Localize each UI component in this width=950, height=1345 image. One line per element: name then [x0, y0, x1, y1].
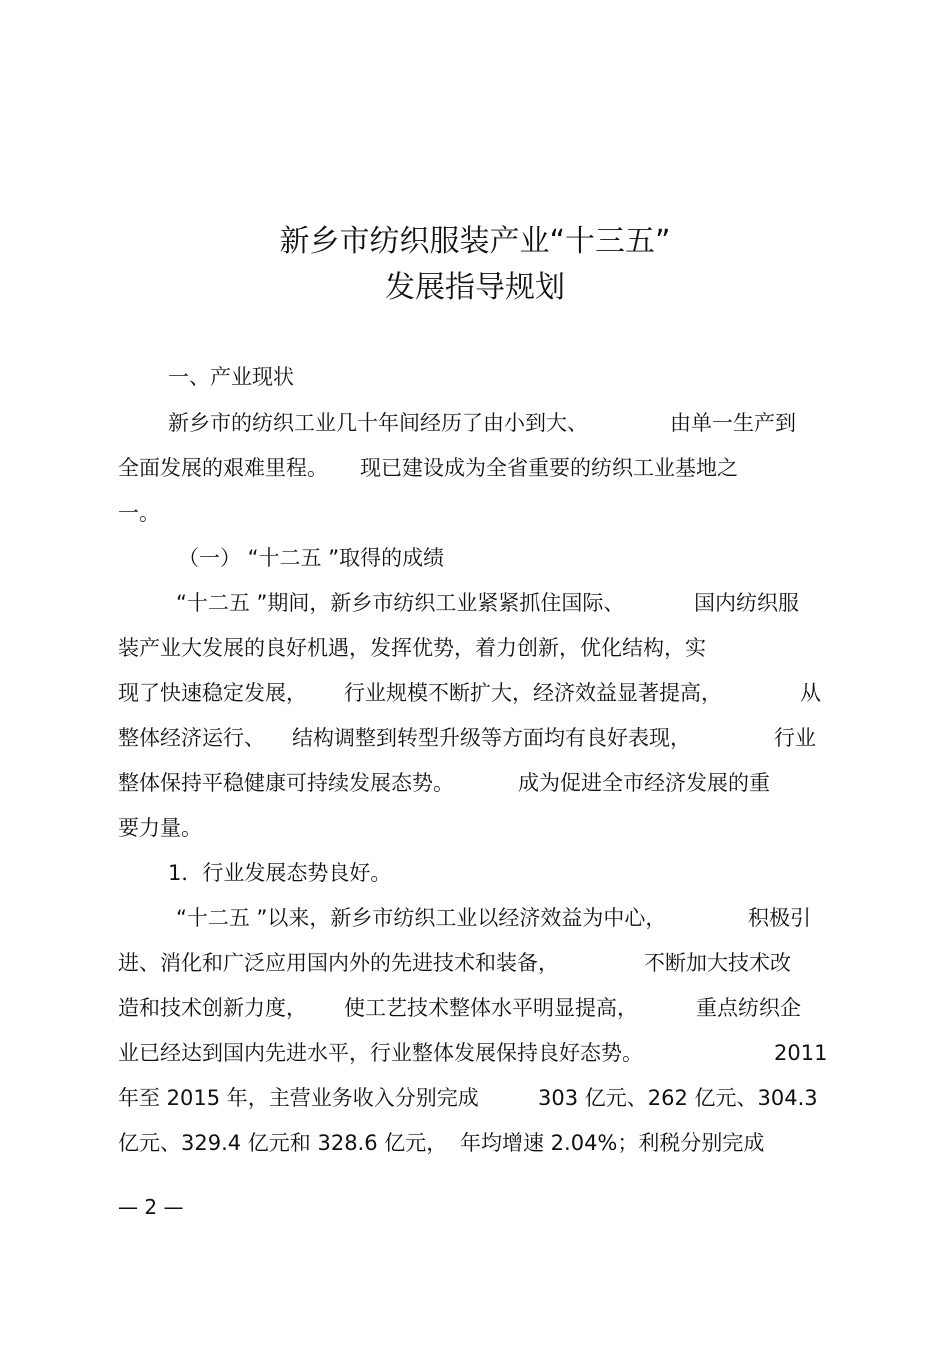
- text-segment: 重点纺织企: [696, 996, 801, 1020]
- text-segment: 303 亿元、262 亿元、304.3: [538, 1086, 818, 1110]
- text-segment: 要力量。: [118, 816, 202, 840]
- text-segment: 结构调整到转型升级等方面均有良好表现，: [292, 726, 691, 750]
- text-segment: 整体经济运行、: [118, 726, 265, 750]
- text-segment: 行业规模不断扩大，经济效益显著提高，: [344, 681, 722, 705]
- paragraph-3-line-6: [118, 1128, 830, 1158]
- text-segment: “十二五 ”期间，新乡市纺织工业紧紧抓住国际、: [176, 591, 625, 615]
- text-segment: 成为促进全市经济发展的重: [518, 771, 770, 795]
- text-segment: 造和技术创新力度，: [118, 996, 307, 1020]
- text-segment: 年均增速 2.04%；利税分别完成: [460, 1131, 765, 1155]
- text-segment: 不断加大技术改: [644, 951, 791, 975]
- paragraph-1-line-2: [118, 453, 830, 483]
- paragraph-3-line-3: [118, 993, 830, 1023]
- section-heading-industry-status: 一、产业现状: [168, 365, 294, 389]
- text-segment: 装产业大发展的良好机遇，发挥优势，着力创新，优化结构，实: [118, 636, 706, 660]
- paragraph-2-line-2: [118, 633, 830, 663]
- text-segment: 年至 2015 年，主营业务收入分别完成: [118, 1086, 479, 1110]
- text-segment: 现了快速稳定发展，: [118, 681, 307, 705]
- paragraph-3-line-5: [118, 1083, 830, 1113]
- text-segment: 一。: [118, 501, 160, 525]
- paragraph-2-line-6: [118, 813, 830, 843]
- text-segment: 2011: [774, 1041, 828, 1065]
- text-segment: 国内纺织服: [694, 591, 799, 615]
- paragraph-1-line-3: [118, 498, 830, 528]
- text-segment: 现已建设成为全省重要的纺织工业基地之: [360, 456, 738, 480]
- paragraph-2-line-5: [118, 768, 830, 798]
- document-title-line-1: 新乡市纺织服装产业“十三五”: [279, 224, 671, 259]
- paragraph-1-line-1: [118, 408, 830, 438]
- text-segment: 使工艺技术整体水平明显提高，: [344, 996, 638, 1020]
- text-segment: 由单一生产到: [670, 411, 796, 435]
- paragraph-2-line-3: [118, 678, 830, 708]
- subsection-heading-achievements: （一） “十二五 ”取得的成绩: [178, 546, 445, 570]
- item-heading-industry-trend: 1．行业发展态势良好。: [168, 861, 392, 885]
- text-segment: “十二五 ”以来，新乡市纺织工业以经济效益为中心，: [176, 906, 667, 930]
- text-segment: 从: [800, 681, 821, 705]
- text-segment: 新乡市的纺织工业几十年间经历了由小到大、: [168, 411, 588, 435]
- text-segment: 行业: [774, 726, 816, 750]
- text-segment: 整体保持平稳健康可持续发展态势。: [118, 771, 454, 795]
- text-segment: 业已经达到国内先进水平，行业整体发展保持良好态势。: [118, 1041, 643, 1065]
- document-title-line-2: 发展指导规划: [385, 270, 565, 305]
- paragraph-3-line-4: [118, 1038, 830, 1068]
- paragraph-2-line-1: [118, 588, 830, 618]
- text-segment: 全面发展的艰难里程。: [118, 456, 328, 480]
- paragraph-3-line-2: [118, 948, 830, 978]
- paragraph-3-line-1: [118, 903, 830, 933]
- text-segment: 积极引: [748, 906, 811, 930]
- text-segment: 亿元、329.4 亿元和 328.6 亿元，: [118, 1131, 448, 1155]
- page-number: — 2 —: [118, 1195, 184, 1219]
- paragraph-2-line-4: [118, 723, 830, 753]
- text-segment: 进、消化和广泛应用国内外的先进技术和装备，: [118, 951, 559, 975]
